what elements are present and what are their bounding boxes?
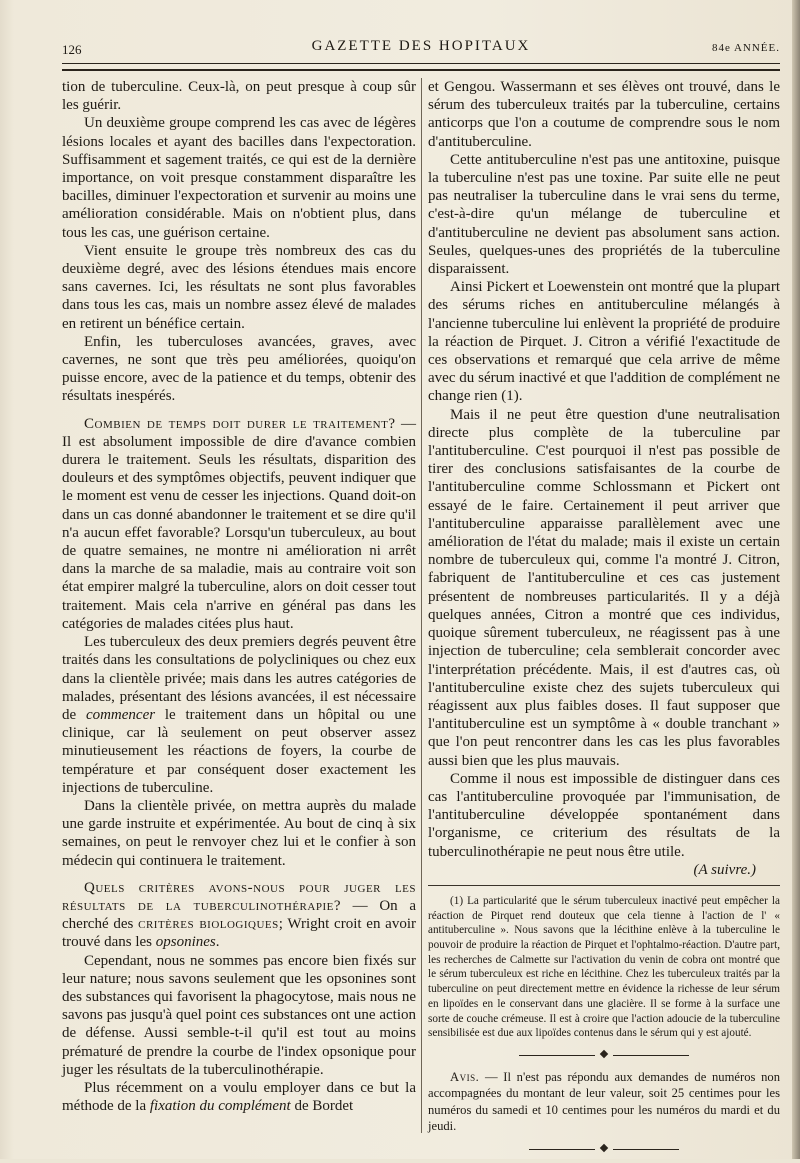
left-column (62, 78, 416, 1115)
text-run: Plus récemment on a voulu employer dans ce but la méthode de la (62, 1079, 416, 1115)
page-spine-edge (792, 0, 800, 1159)
section-treatment-duration (62, 415, 416, 633)
journal-year: 84e ANNÉE. (711, 42, 780, 54)
journal-title: GAZETTE DES HOPITAUX (311, 38, 531, 54)
text-run: ; Wright croit en avoir trouvé dans les (62, 916, 417, 951)
header-double-rule (62, 63, 780, 71)
diamond-icon (600, 1050, 608, 1058)
section-heading: Combien de temps doit durer le traitement? (84, 415, 396, 432)
emphasis: opsonines (155, 934, 216, 951)
column-divider (421, 78, 422, 1133)
paragraph: Cependant, nous ne sommes pas encore bien fixés sur leur nature; nous savons seulement que les opsonines sont des substances qui favorisent la phagocytose, mais nous ne savons pas jusqu'à quel point ces substances ont une action de défense. Aussi semble-t-il qu'il est tout au moins prématuré de prendre la courbe de l'index opsonique pour juger les résultats de la tuberculinothérapie. (62, 952, 416, 1078)
paragraph: Mais il ne peut être question d'une neutralisation directe plus complète de la tuberculine par l'antituberculine. C'est pourquoi il n'est pas possible de tirer des conclusions satisfaisantes de la courbe de l'antituberculine comme Schlossmann et Pickert ont essayé de le faire. Certainement il peut arriver que l'antituberculine apparaisse parallèlement avec une amélioration de l'état du malade; mais il existe un certain nombre de tuberculeux qui, comme l'a montré J. Citron, fabriquent de l'antituberculine et ces cas justement présentent de nombreuses particularités. Il y a déjà quelques années, Citron a montré que ces individus, quoique sûrement tuberculeux, ne réagissent pas à une injection de tuberculine; cela semblerait concorder avec l'interprétation précédente. Mais, il est d'autres cas, où l'antituberculine existe chez des sujets tuberculeux qui réagissent aux plus faibles doses. Il faut supposer que l'antituberculine est un symptôme à « double tranchant » que l'on peut rencontrer dans les cas les plus favorables aussi bien que les plus mauvais. (428, 406, 780, 769)
diamond-icon (600, 1143, 608, 1151)
paragraph: tion de tuberculine. Ceux-là, on peut presque à coup sûr les guérir. (62, 79, 416, 114)
text-run: . (215, 934, 220, 951)
paragraph (62, 1079, 416, 1115)
ornament-divider (519, 1049, 689, 1061)
text-run: Les tuberculeux des deux premiers degrés peuvent être traités dans les consultations de polycliniques ou chez eux dans la clientèle privée; mais dans les autres catégories de malades, présentant des lésions avancées, il est nécessaire de (62, 634, 416, 723)
small-caps-term: critères biologiques (138, 916, 279, 933)
section-heading: Quels critères avons-nous pour juger les résultats de la tuberculinothérapie? (62, 879, 416, 914)
paragraph: Cette antituberculine n'est pas une antitoxine, puisque la tuberculine n'est pas une toxine. Par suite elle ne peut pas neutraliser la tuberculine dans le vrai sens du terme, c'est-à-dire qu'un mélange de tuberculine et d'antituberculine ne devient pas absolument sans action. Seules, quelques-unes des propriétés de la tuberculine disparaissent. (428, 151, 780, 278)
ornament-divider (529, 1143, 679, 1155)
section-text: — Il est absolument impossible de dire d'avance combien durera le traitement. Seuls les résultats, disparition des douleurs et des symptômes objectifs, peuvent indiquer que le moment est venu de cesser les injections. Quand doit-on dans un cas donné abandonner le traitement et se dire qu'il n'a aucun effet favorable? Lorsqu'un tuberculeux, au bout de quatre semaines, ne montre ni amélioration ni arrêt dans la marche de sa maladie, mais au contraire voit son état empirer malgré la tuberculine, alors on doit cesser tout traitement. Mais cela n'arrive en général pas dans les catégories de malades citées plus haut. (62, 415, 417, 632)
text-run: de Bordet (290, 1098, 354, 1115)
notice-heading: Avis. (450, 1069, 480, 1084)
paragraph: Dans la clientèle privée, on mettra auprès du malade une garde instruite et expérimentée. Au bout de cinq à six semaines, on peut le renvoyer chez lui et le confier à son médecin qui continuera le traitement. (62, 797, 416, 869)
paragraph: Vient ensuite le groupe très nombreux des cas du deuxième degré, avec des lésions étendues mais encore sans cavernes. Ici, les résultats ne sont plus favorables dans tous les cas, mais un nombre assez élevé de malades en retirent un bénéfice certain. (62, 242, 416, 332)
paragraph: Un deuxième groupe comprend les cas avec de légères lésions locales et ayant des bacilles dans l'expectoration. Suffisamment et sagement traités, ce qui est de la dernière importance, on voit presque constamment disparaître les bacilles, diminuer l'expectoration et survenir au moins une amélioration considérable. Mais on n'obtient plus, dans tous les cas, une guérison certaine. (62, 115, 416, 241)
page-header (62, 38, 780, 62)
footnote-rule (428, 885, 780, 886)
paragraph: Comme il nous est impossible de distinguer dans ces cas l'antituberculine provoquée par l'immunisation, de l'antituberculine développée spontanément dans l'organisme, ce criterium des résultats de la tuberculinothérapie ne peut nous être utile. (428, 770, 780, 860)
notice-avis (428, 1069, 780, 1135)
text-run: le traitement dans un hôpital ou une clinique, car là seulement on peut observer assez minutieusement les réactions de foyers, la courbe de température et par conséquent doser exactement les injections de tuberculine. (62, 706, 416, 796)
text-run: — On a cherché des (62, 897, 416, 933)
emphasis: (A suivre.) (693, 861, 756, 878)
footnote: (1) La particularité que le sérum tuberculeux inactivé peut empêcher la réaction de Pirquet rend douteux que cela tienne à l'action de l' « antituberculine ». Nous savons que la lécithine enlève à la tuberculine le pouvoir de produire la réaction de Pirquet et l'ophtalmo-réaction. D'autre part, les recherches de Calmette sur l'activation du venin de cobra ont montré que le sérum tuberculeux est riche en lécithine. Chez les tuberculeux traités par la tuberculine on peut directement mettre en évidence la richesse de leur sérum en lipoïdes en le conservant dans une glacière. Il se forme à la surface une sorte de couche crémeuse. Il est à croire que l'action adoucie de la tuberculine sensibilisée est due aux lipoïdes contenus dans le sérum qui y est ajouté. (428, 894, 780, 1040)
section-criteria (62, 879, 416, 952)
to-be-continued (428, 861, 780, 879)
notice-text: — Il n'est pas répondu aux demandes de numéros non accompagnées du montant de leur valeur, soit 25 centimes pour les numéros du samedi et 10 centimes pour les numéros du mardi et du jeudi. (428, 1069, 780, 1134)
emphasis: commencer (85, 706, 156, 723)
paragraph (62, 633, 416, 797)
emphasis: fixation du complément (149, 1098, 291, 1115)
right-column (428, 78, 780, 1163)
paragraph: et Gengou. Wassermann et ses élèves ont trouvé, dans le sérum des tuberculeux traités par la tuberculine, certains anticorps que l'on a coutume de comprendre sous le nom d'antituberculine. (428, 79, 780, 150)
page-number: 126 (62, 42, 82, 57)
paragraph: Enfin, les tuberculoses avancées, graves, avec cavernes, ne sont que très peu améliorées, quoiqu'on puisse encore, avec de la patience et du temps, obtenir des résultats inespérés. (62, 333, 416, 405)
paragraph: Ainsi Pickert et Loewenstein ont montré que la plupart des sérums riches en antituberculine mélangés à l'ancienne tuberculine lui enlèvent la propriété de produire la réaction de Pirquet. J. Citron a vérifié l'exactitude de ces observations et remarqué que cela arrive de même avec du sérum inactivé et que l'addition de complément ne change rien (1). (428, 279, 780, 405)
